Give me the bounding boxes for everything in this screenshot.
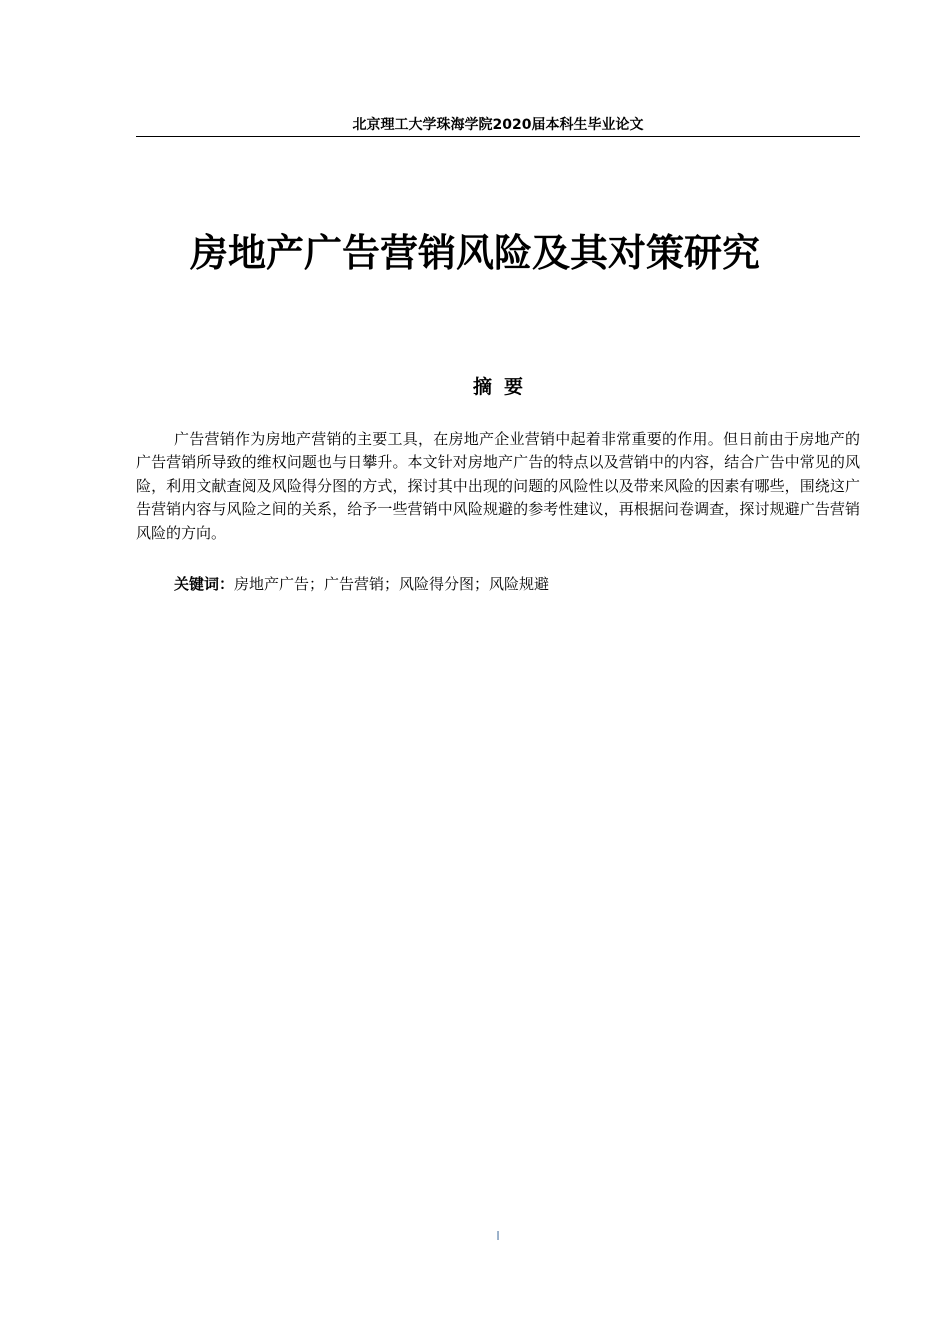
abstract-heading: 摘要	[472, 376, 535, 398]
paper-title: 房地产广告营销风险及其对策研究	[189, 230, 760, 275]
header-divider	[136, 136, 860, 137]
page-number: I	[496, 1229, 500, 1243]
keywords-label: 关键词：	[174, 575, 235, 593]
keywords-line	[174, 573, 860, 596]
running-header: 北京理工大学珠海学院2020届本科生毕业论文	[352, 117, 644, 133]
keywords-list: 房地产广告；广告营销；风险得分图；风险规避	[234, 575, 550, 593]
abstract-body: 广告营销作为房地产营销的主要工具，在房地产企业营销中起着非常重要的作用。但日前由于房地产的广告营销所导致的维权问题也与日攀升。本文针对房地产广告的特点以及营销中的内容，结合广告中常见的风险，利用文献查阅及风险得分图的方式，探讨其中出现的问题的风险性以及带来风险的因素有哪些，围绕这广告营销内容与风险之间的关系，给予一些营销中风险规避的参考性建议，再根据问卷调查，探讨规避广告营销风险的方向。	[136, 430, 860, 542]
